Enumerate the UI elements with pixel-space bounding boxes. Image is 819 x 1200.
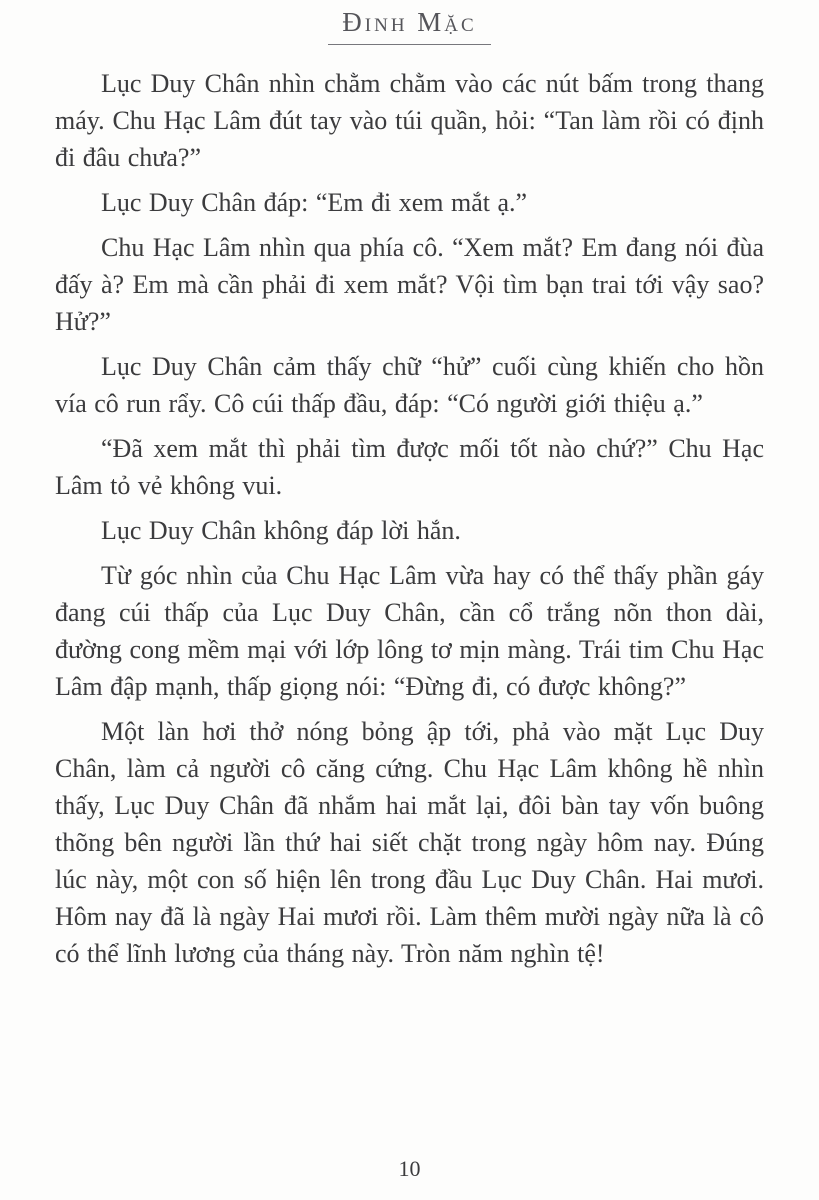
paragraph: Lục Duy Chân không đáp lời hắn.	[101, 515, 461, 545]
page-header-title: Đinh Mặc	[328, 8, 490, 45]
paragraph: Lục Duy Chân đáp: “Em đi xem mắt ạ.”	[101, 187, 528, 217]
page-number: 10	[398, 1156, 421, 1181]
page-body	[55, 65, 764, 972]
page-header	[55, 8, 764, 45]
paragraph: Lục Duy Chân cảm thấy chữ “hử” cuối cùng khiến cho hồn vía cô run rẩy. Cô cúi thấp đầu, đáp: “Có người giới thiệu ạ.”	[55, 351, 764, 418]
page-footer	[0, 1156, 819, 1182]
paragraph: Từ góc nhìn của Chu Hạc Lâm vừa hay có thể thấy phần gáy đang cúi thấp của Lục Duy Chân, cần cổ trắng nõn thon dài, đường cong mềm mại với lớp lông tơ mịn màng. Trái tim Chu Hạc Lâm đập mạnh, thấp giọng nói: “Đừng đi, có được không?”	[55, 560, 764, 701]
paragraph: Lục Duy Chân nhìn chằm chằm vào các nút bấm trong thang máy. Chu Hạc Lâm đút tay vào túi quần, hỏi: “Tan làm rồi có định đi đâu chưa?”	[55, 68, 764, 172]
paragraph: Chu Hạc Lâm nhìn qua phía cô. “Xem mắt? Em đang nói đùa đấy à? Em mà cần phải đi xem mắt? Vội tìm bạn trai tới vậy sao? Hử?”	[55, 232, 764, 336]
paragraph: Một làn hơi thở nóng bỏng ập tới, phả vào mặt Lục Duy Chân, làm cả người cô căng cứng. Chu Hạc Lâm không hề nhìn thấy, Lục Duy Chân đã nhắm hai mắt lại, đôi bàn tay vốn buông thõng bên người lần thứ hai siết chặt trong ngày hôm nay. Đúng lúc này, một con số hiện lên trong đầu Lục Duy Chân. Hai mươi. Hôm nay đã là ngày Hai mươi rồi. Làm thêm mười ngày nữa là cô có thể lĩnh lương của tháng này. Tròn năm nghìn tệ!	[55, 716, 764, 968]
paragraph: “Đã xem mắt thì phải tìm được mối tốt nào chứ?” Chu Hạc Lâm tỏ vẻ không vui.	[55, 433, 764, 500]
